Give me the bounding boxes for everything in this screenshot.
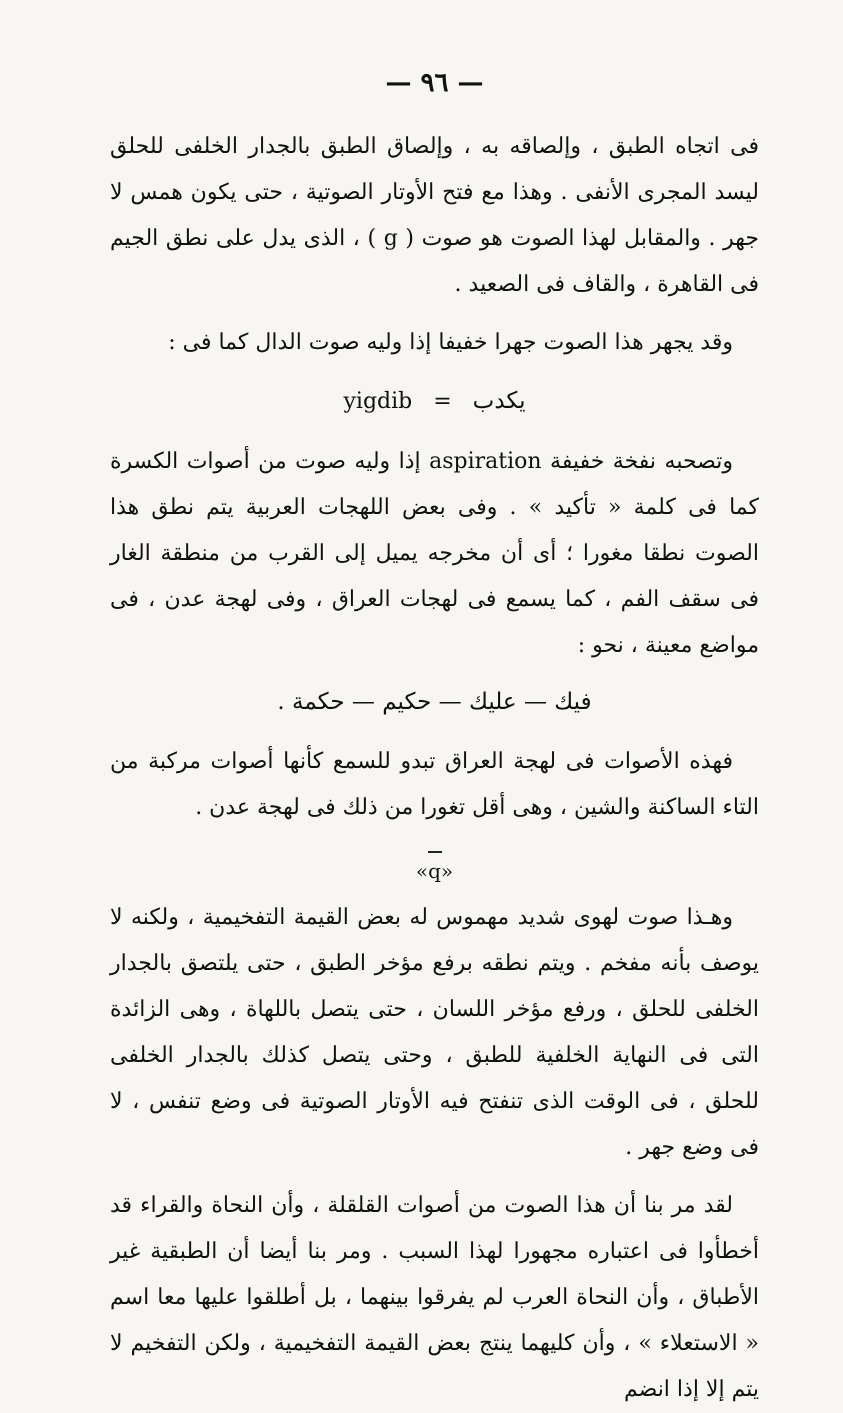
paragraph-6: لقد مر بنا أن هذا الصوت من أصوات القلقلة ، وأن النحاة والقراء قد أخطأوا فى اعتباره مجهورا لهذا السبب . ومر بنا أيضا أن الطبقية غير الأطباق ، وأن النحاة العرب لم يفرقوا بينهما ، بل أطلقوا عليها معا اسم « الاستعلاء » ، وأن كليهما ينتج بعض القيمة التفخيمية ، ولكن التفخيم لا يتم إلا إذا انضم (110, 1193, 759, 1402)
example-yigdib (110, 378, 759, 425)
example-yigdib-latin: yigdib (343, 389, 413, 414)
page-number: — ٩٦ — (385, 68, 484, 98)
section-heading-label: «q» (415, 859, 454, 883)
paragraph-1: فى اتجاه الطبق ، وإلصاقه به ، وإلصاق الطبق بالجدار الخلفى للحلق ليسد المجرى الأنفى . وهذا مع فتح الأوتار الصوتية ، حتى يكون همس لا جهر . والمقابل لهذا الصوت هو صوت ( g ) ، الذى يدل على نطق الجيم فى القاهرة ، والقاف فى الصعيد . (110, 134, 760, 297)
section-heading-bar (428, 851, 442, 853)
paragraph-2: وقد يجهر هذا الصوت جهرا خفيفا إذا وليه صوت الدال كما فى : (168, 330, 733, 355)
paragraph-4: فهذه الأصوات فى لهجة العراق تبدو للسمع كأنها أصوات مركبة من التاء الساكنة والشين ، وهى أقل تغورا من ذلك فى لهجة عدن . (110, 749, 759, 820)
example-yigdib-arabic: يكدب (472, 388, 526, 414)
example-yigdib-equals: = (433, 389, 452, 414)
paragraph-3: وتصحبه نفخة خفيفة aspiration إذا وليه صوت من أصوات الكسرة كما فى كلمة « تأكيد » . وفى بعض اللهجات العربية يتم نطق هذا الصوت نطقا مغورا ؛ أى أن مخرجه يميل إلى القرب من منطقة الغار فى سقف الفم ، كما يسمع فى لهجات العراق ، وفى لهجة عدن ، فى مواضع معينة ، نحو : (110, 449, 759, 658)
example-words: فيك — عليك — حكيم — حكمة . (277, 689, 592, 715)
paragraph-5: وهـذا صوت لهوى شديد مهموس له بعض القيمة التفخيمية ، ولكنه لا يوصف بأنه مفخم . ويتم نطقه برفع مؤخر الطبق ، حتى يلتصق بالجدار الخلفى للحلق ، ورفع مؤخر اللسان ، حتى يتصل باللهاة ، وهى الزائدة التى فى النهاية الخلفية للطبق ، وحتى يتصل كذلك بالجدار الخلفى للحلق ، فى الوقت الذى تنفتح فيه الأوتار الصوتية فى وضع تنفس ، لا فى وضع جهر . (110, 905, 759, 1160)
section-heading-q (110, 851, 759, 883)
